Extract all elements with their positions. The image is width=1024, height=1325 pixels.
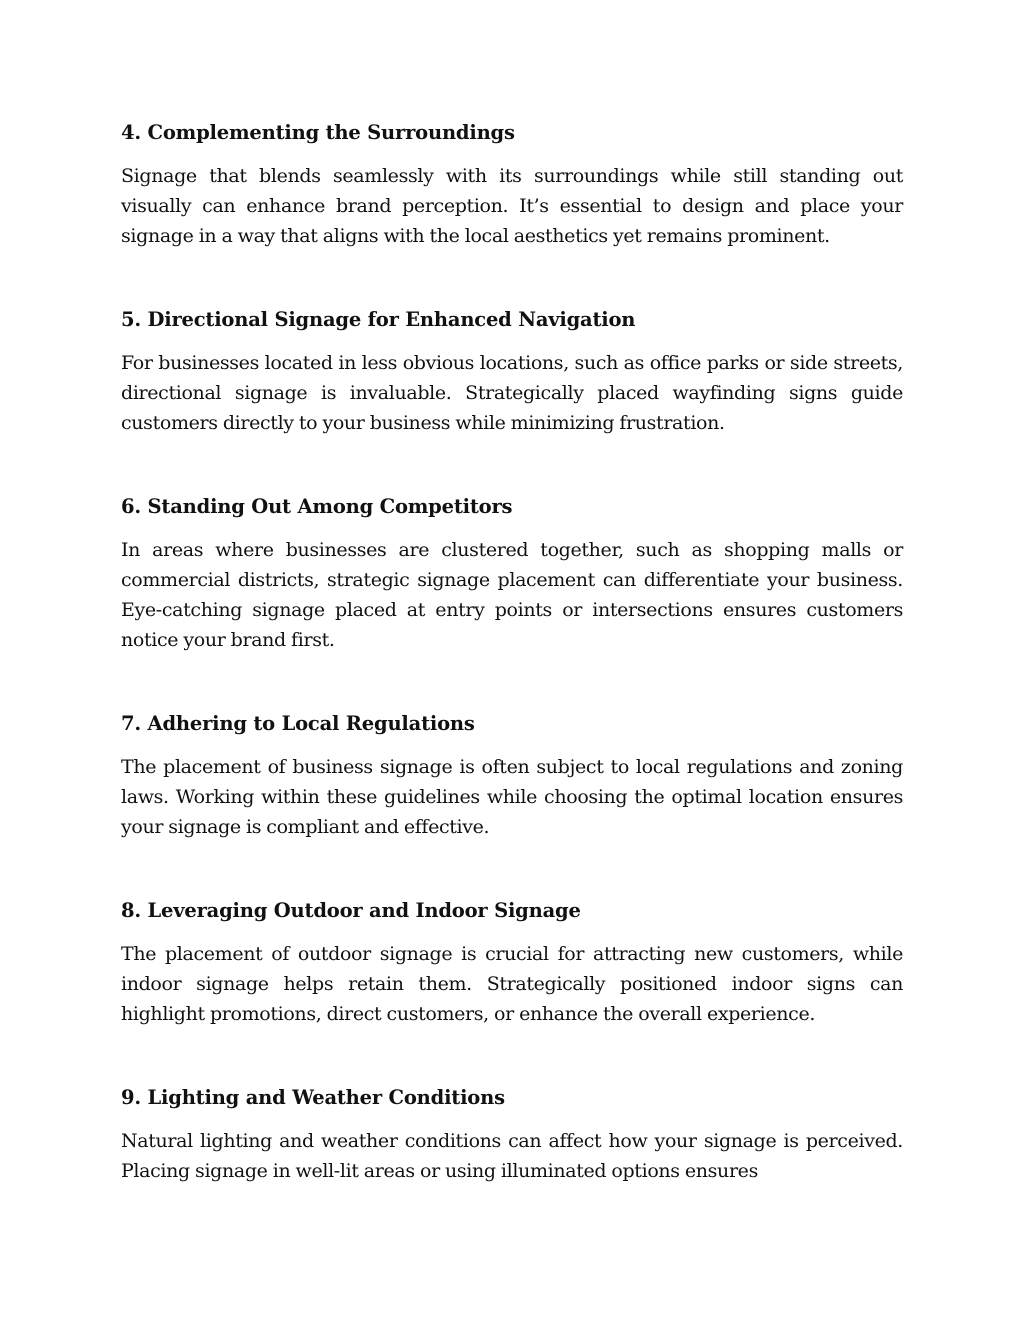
section-outdoor-indoor [121,896,903,1029]
document-page [121,118,903,1240]
section-body: The placement of business signage is often subject to local regulations and zoning laws. Working within these guidelines while choosing the optimal location ensures your signage is compliant and effective. [121,756,903,838]
section-heading: 4. Complementing the Surroundings [121,121,515,144]
section-body: The placement of outdoor signage is crucial for attracting new customers, while indoor signage helps retain them. Strategically positioned indoor signs can highlight promotions, direct customers, or enhance the overall experience. [121,943,903,1025]
section-heading: 9. Lighting and Weather Conditions [121,1086,505,1109]
section-body: For businesses located in less obvious locations, such as office parks or side streets, directional signage is invaluable. Strategically placed wayfinding signs guide customers directly to your business while minimizing frustration. [121,352,903,434]
section-body: Natural lighting and weather conditions can affect how your signage is perceived. Placing signage in well-lit areas or using illuminated options ensures [121,1130,903,1182]
section-heading: 6. Standing Out Among Competitors [121,495,513,518]
section-complementing-surroundings [121,118,903,251]
section-body: Signage that blends seamlessly with its surroundings while still standing out visually can enhance brand perception. It’s essential to design and place your signage in a way that aligns with the local aesthetics yet remains prominent. [121,165,903,247]
section-local-regulations [121,709,903,842]
section-lighting-weather [121,1083,903,1186]
section-heading: 8. Leveraging Outdoor and Indoor Signage [121,899,581,922]
section-body: In areas where businesses are clustered together, such as shopping malls or commercial districts, strategic signage placement can differentiate your business. Eye-catching signage placed at entry points or intersections ensures customers notice your brand first. [121,539,903,651]
section-directional-signage [121,305,903,438]
section-heading: 5. Directional Signage for Enhanced Navigation [121,308,636,331]
section-heading: 7. Adhering to Local Regulations [121,712,475,735]
section-standing-out [121,492,903,655]
